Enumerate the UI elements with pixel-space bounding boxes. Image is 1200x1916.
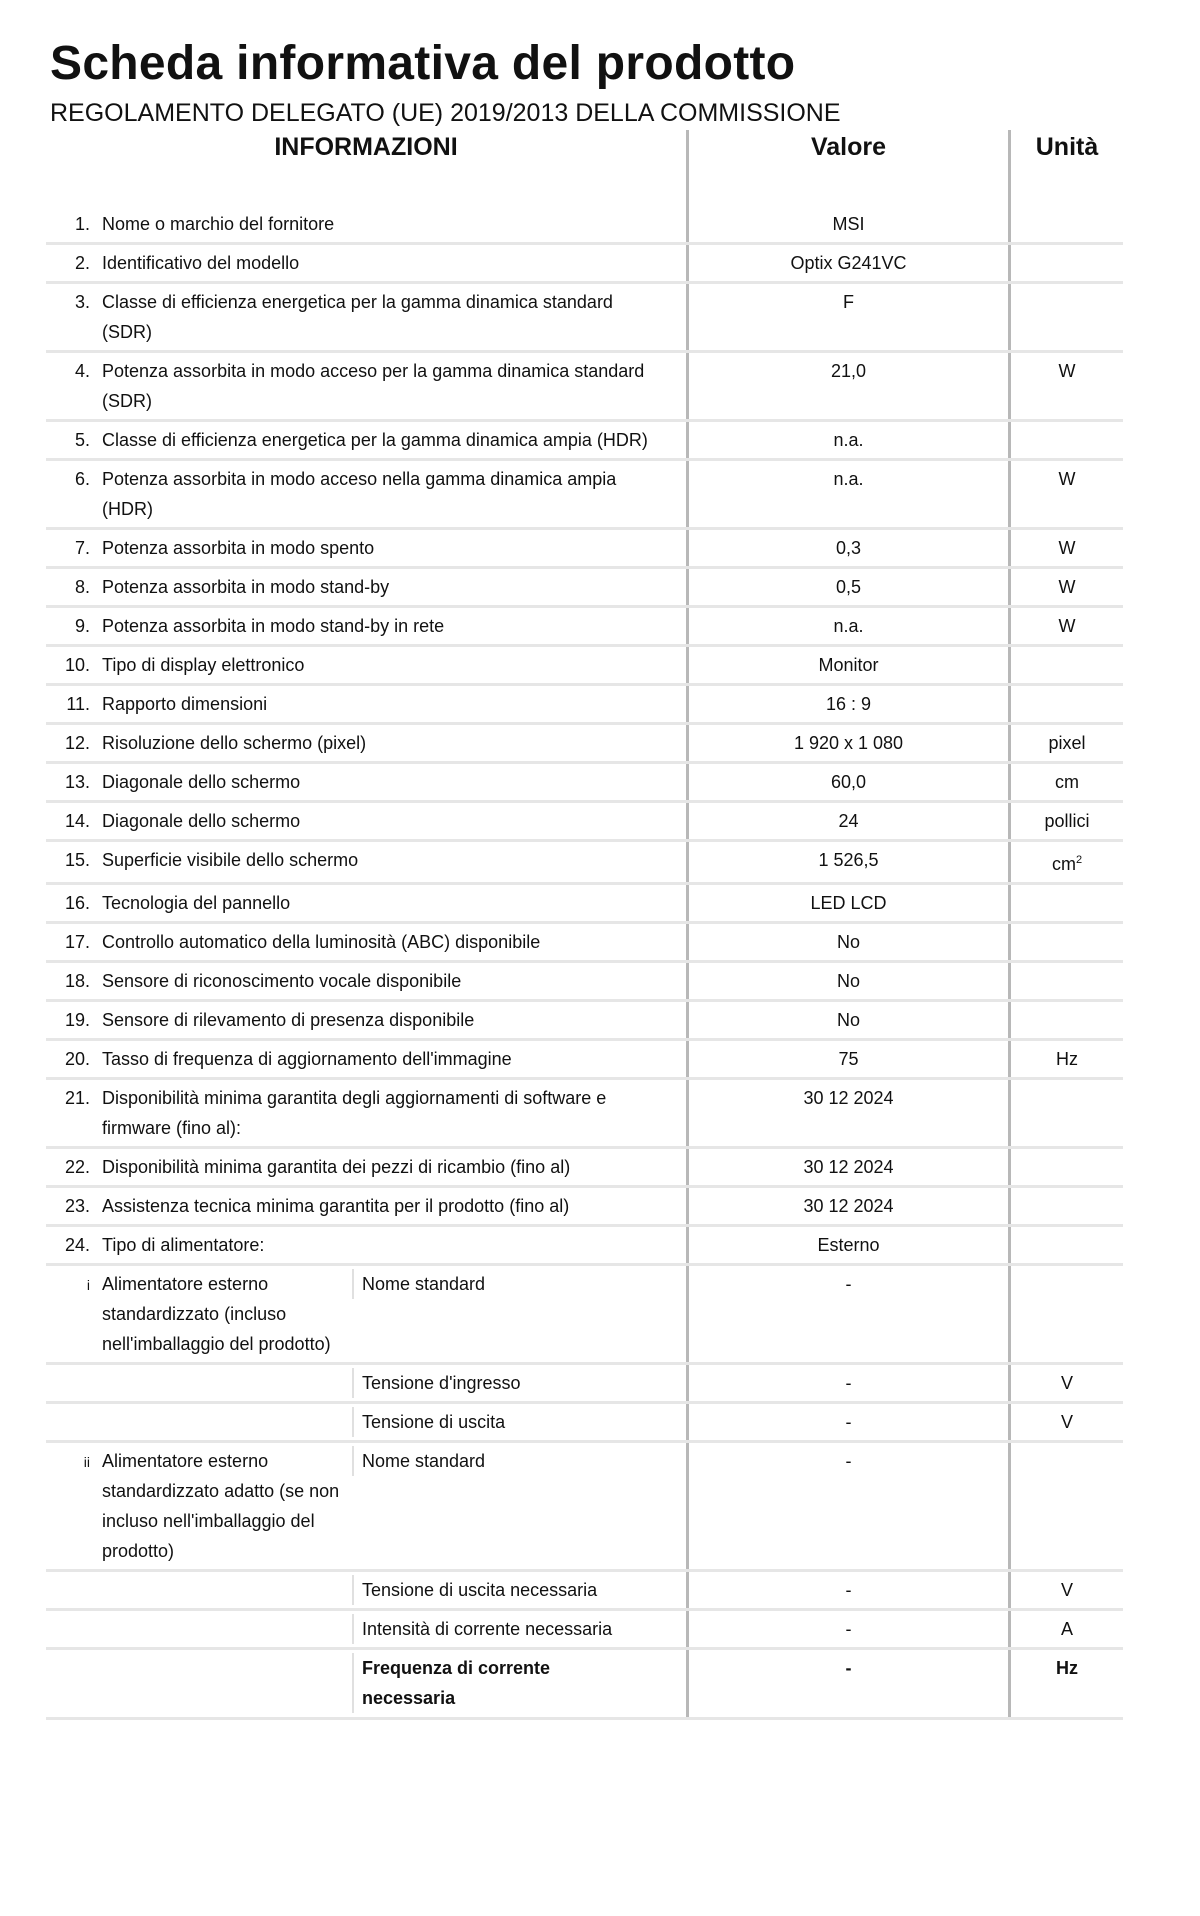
header-info: INFORMAZIONI bbox=[274, 133, 458, 161]
row-value: 16 : 9 bbox=[688, 685, 1010, 724]
row-number: 19. bbox=[64, 1010, 90, 1030]
table-row bbox=[46, 962, 1123, 1001]
row-value: 1 920 x 1 080 bbox=[688, 724, 1010, 763]
row-number: 7. bbox=[74, 538, 90, 558]
row-unit bbox=[1010, 1079, 1124, 1148]
row-label: Classe di efficienza energetica per la gamma dinamica standard (SDR) bbox=[102, 292, 613, 342]
row-number: 4. bbox=[74, 361, 90, 381]
row-label: Rapporto dimensioni bbox=[102, 694, 268, 714]
row-label: Diagonale dello schermo bbox=[102, 811, 301, 831]
row-info-cell bbox=[46, 1001, 688, 1040]
psu-info-cell bbox=[46, 1265, 688, 1364]
row-unit bbox=[1010, 685, 1124, 724]
row-unit-sup: 2 bbox=[1075, 854, 1083, 866]
row-info-cell bbox=[46, 283, 688, 352]
row-unit: W bbox=[1010, 568, 1124, 607]
row-number: 10. bbox=[64, 655, 90, 675]
product-info-table bbox=[46, 130, 1123, 1720]
row-info-cell bbox=[46, 1040, 688, 1079]
row-info-cell bbox=[46, 724, 688, 763]
row-number: 12. bbox=[64, 733, 90, 753]
table-row bbox=[46, 283, 1123, 352]
row-unit: W bbox=[1010, 352, 1124, 421]
row-unit: cm bbox=[1010, 763, 1124, 802]
psu-item-unit: V bbox=[1010, 1571, 1124, 1610]
row-value: 21,0 bbox=[688, 352, 1010, 421]
row-number: 8. bbox=[74, 577, 90, 597]
row-info-cell bbox=[46, 763, 688, 802]
table-row bbox=[46, 1226, 1123, 1265]
row-number: 5. bbox=[74, 430, 90, 450]
row-label: Potenza assorbita in modo stand-by bbox=[102, 577, 390, 597]
psu-item-name: Nome standard bbox=[352, 1269, 632, 1299]
row-number: 13. bbox=[64, 772, 90, 792]
row-number: 24. bbox=[64, 1235, 90, 1255]
table-row bbox=[46, 460, 1123, 529]
row-label: Tasso di frequenza di aggiornamento dell'immagine bbox=[102, 1049, 512, 1069]
psu-item-name: Frequenza di corrente necessaria bbox=[352, 1653, 632, 1713]
psu-item-value: - bbox=[688, 1364, 1010, 1403]
product-info-sheet bbox=[46, 36, 1099, 1720]
row-value: Optix G241VC bbox=[688, 244, 1010, 283]
table-row bbox=[46, 763, 1123, 802]
table-row bbox=[46, 1187, 1123, 1226]
row-info-cell bbox=[46, 529, 688, 568]
row-label: Tipo di alimentatore: bbox=[102, 1235, 265, 1255]
psu-item-name: Tensione di uscita bbox=[352, 1407, 632, 1437]
psu-info-cell bbox=[46, 1649, 688, 1719]
table-row bbox=[46, 529, 1123, 568]
row-label: Disponibilità minima garantita degli aggiornamenti di software e firmware (fino al): bbox=[102, 1088, 607, 1138]
row-label: Controllo automatico della luminosità (ABC) disponibile bbox=[102, 932, 541, 952]
psu-info-cell bbox=[46, 1610, 688, 1649]
table-row bbox=[46, 568, 1123, 607]
row-number: 15. bbox=[64, 850, 90, 870]
header-value: Valore bbox=[688, 130, 1010, 166]
row-label: Diagonale dello schermo bbox=[102, 772, 301, 792]
row-info-cell bbox=[46, 962, 688, 1001]
table-row bbox=[46, 1265, 1123, 1364]
table-row bbox=[46, 1001, 1123, 1040]
page-title: Scheda informativa del prodotto bbox=[50, 37, 796, 90]
psu-item-value: - bbox=[688, 1610, 1010, 1649]
row-label: Tecnologia del pannello bbox=[102, 893, 291, 913]
row-number: 2. bbox=[74, 253, 90, 273]
table-row bbox=[46, 841, 1123, 884]
table-row bbox=[46, 1571, 1123, 1610]
table-row bbox=[46, 607, 1123, 646]
table-row bbox=[46, 724, 1123, 763]
table-row bbox=[46, 352, 1123, 421]
row-number: 6. bbox=[74, 469, 90, 489]
table-row bbox=[46, 646, 1123, 685]
psu-item-value: - bbox=[688, 1649, 1010, 1719]
row-value: MSI bbox=[688, 206, 1010, 244]
row-value: No bbox=[688, 962, 1010, 1001]
row-number: 20. bbox=[64, 1049, 90, 1069]
row-number: 17. bbox=[64, 932, 90, 952]
row-info-cell bbox=[46, 841, 688, 884]
psu-item-value: - bbox=[688, 1571, 1010, 1610]
row-number: 21. bbox=[64, 1088, 90, 1108]
row-info-cell bbox=[46, 206, 688, 244]
psu-marker: i bbox=[86, 1277, 90, 1293]
row-value: LED LCD bbox=[688, 884, 1010, 923]
table-row bbox=[46, 1610, 1123, 1649]
row-label: Assistenza tecnica minima garantita per il prodotto (fino al) bbox=[102, 1196, 570, 1216]
row-unit bbox=[1010, 244, 1124, 283]
table-row bbox=[46, 244, 1123, 283]
row-info-cell bbox=[46, 460, 688, 529]
psu-item-name: Intensità di corrente necessaria bbox=[352, 1614, 632, 1644]
row-info-cell bbox=[46, 1187, 688, 1226]
row-label: Sensore di riconoscimento vocale disponibile bbox=[102, 971, 462, 991]
row-info-cell bbox=[46, 646, 688, 685]
row-label: Disponibilità minima garantita dei pezzi di ricambio (fino al) bbox=[102, 1157, 571, 1177]
row-info-cell bbox=[46, 1148, 688, 1187]
psu-item-value: - bbox=[688, 1403, 1010, 1442]
row-unit bbox=[1010, 1148, 1124, 1187]
psu-item-name: Nome standard bbox=[352, 1446, 632, 1476]
row-unit bbox=[1010, 1001, 1124, 1040]
row-unit: W bbox=[1010, 460, 1124, 529]
row-label: Potenza assorbita in modo acceso per la gamma dinamica standard (SDR) bbox=[102, 361, 645, 411]
psu-item-unit: Hz bbox=[1010, 1649, 1124, 1719]
table-row bbox=[46, 884, 1123, 923]
row-info-cell bbox=[46, 923, 688, 962]
row-number: 11. bbox=[66, 694, 90, 714]
row-number: 1. bbox=[74, 214, 90, 234]
row-info-cell bbox=[46, 352, 688, 421]
row-label: Potenza assorbita in modo acceso nella gamma dinamica ampia (HDR) bbox=[102, 469, 617, 519]
table-row bbox=[46, 421, 1123, 460]
psu-info-cell bbox=[46, 1364, 688, 1403]
row-info-cell bbox=[46, 1226, 688, 1265]
row-info-cell bbox=[46, 802, 688, 841]
row-info-cell bbox=[46, 685, 688, 724]
psu-item-unit bbox=[1010, 1442, 1124, 1571]
row-unit: W bbox=[1010, 607, 1124, 646]
row-unit bbox=[1010, 962, 1124, 1001]
row-info-cell bbox=[46, 1079, 688, 1148]
row-unit bbox=[1010, 923, 1124, 962]
header-unit: Unità bbox=[1010, 130, 1124, 166]
row-label: Classe di efficienza energetica per la gamma dinamica ampia (HDR) bbox=[102, 430, 648, 450]
row-label: Sensore di rilevamento di presenza disponibile bbox=[102, 1010, 475, 1030]
row-value: 30 12 2024 bbox=[688, 1187, 1010, 1226]
row-number: 16. bbox=[64, 893, 90, 913]
row-info-cell bbox=[46, 421, 688, 460]
row-value: Monitor bbox=[688, 646, 1010, 685]
table-row bbox=[46, 1079, 1123, 1148]
row-unit bbox=[1010, 884, 1124, 923]
psu-info-cell bbox=[46, 1571, 688, 1610]
row-label: Superficie visibile dello schermo bbox=[102, 850, 359, 870]
row-info-cell bbox=[46, 568, 688, 607]
psu-item-name: Tensione di uscita necessaria bbox=[352, 1575, 632, 1605]
psu-left bbox=[52, 1269, 352, 1359]
row-value: F bbox=[688, 283, 1010, 352]
row-unit: pixel bbox=[1010, 724, 1124, 763]
psu-marker: ii bbox=[83, 1454, 90, 1470]
table-header-row bbox=[46, 130, 1123, 166]
row-value: 24 bbox=[688, 802, 1010, 841]
row-number: 9. bbox=[74, 616, 90, 636]
table-row bbox=[46, 923, 1123, 962]
row-value: No bbox=[688, 923, 1010, 962]
table-row bbox=[46, 1148, 1123, 1187]
row-value: No bbox=[688, 1001, 1010, 1040]
row-unit: W bbox=[1010, 529, 1124, 568]
row-label: Potenza assorbita in modo spento bbox=[102, 538, 375, 558]
row-info-cell bbox=[46, 607, 688, 646]
table-row bbox=[46, 1403, 1123, 1442]
psu-label: Alimentatore esterno standardizzato adatto (se non incluso nell'imballaggio del prodotto) bbox=[102, 1451, 340, 1561]
row-unit bbox=[1010, 646, 1124, 685]
row-unit bbox=[1010, 206, 1124, 244]
table-row bbox=[46, 802, 1123, 841]
row-label: Identificativo del modello bbox=[102, 253, 300, 273]
row-unit bbox=[1010, 421, 1124, 460]
row-info-cell bbox=[46, 884, 688, 923]
row-unit: $cm^2$ bbox=[1010, 841, 1124, 884]
psu-item-value: - bbox=[688, 1442, 1010, 1571]
row-number: 23. bbox=[64, 1196, 90, 1216]
table-row bbox=[46, 1040, 1123, 1079]
row-value: 0,3 bbox=[688, 529, 1010, 568]
row-unit bbox=[1010, 1226, 1124, 1265]
row-value: Esterno bbox=[688, 1226, 1010, 1265]
row-label: Tipo di display elettronico bbox=[102, 655, 305, 675]
psu-item-unit: V bbox=[1010, 1403, 1124, 1442]
row-value: 1 526,5 bbox=[688, 841, 1010, 884]
psu-info-cell bbox=[46, 1403, 688, 1442]
regulation-subtitle: REGOLAMENTO DELEGATO (UE) 2019/2013 DELLA COMMISSIONE bbox=[50, 99, 841, 127]
row-number: 3. bbox=[74, 292, 90, 312]
row-label: Potenza assorbita in modo stand-by in rete bbox=[102, 616, 445, 636]
psu-item-unit: A bbox=[1010, 1610, 1124, 1649]
row-value: 60,0 bbox=[688, 763, 1010, 802]
row-info-cell bbox=[46, 244, 688, 283]
psu-item-unit: V bbox=[1010, 1364, 1124, 1403]
table-row bbox=[46, 1649, 1123, 1719]
row-value: 75 bbox=[688, 1040, 1010, 1079]
row-number: 18. bbox=[64, 971, 90, 991]
row-value: 30 12 2024 bbox=[688, 1079, 1010, 1148]
table-row bbox=[46, 1364, 1123, 1403]
psu-info-cell bbox=[46, 1442, 688, 1571]
psu-item-name: Tensione d'ingresso bbox=[352, 1368, 632, 1398]
table-row bbox=[46, 206, 1123, 244]
table-row bbox=[46, 685, 1123, 724]
row-value: 0,5 bbox=[688, 568, 1010, 607]
table-row bbox=[46, 1442, 1123, 1571]
row-value: n.a. bbox=[688, 607, 1010, 646]
row-label: Risoluzione dello schermo (pixel) bbox=[102, 733, 367, 753]
psu-label: Alimentatore esterno standardizzato (incluso nell'imballaggio del prodotto) bbox=[102, 1274, 331, 1354]
row-value: n.a. bbox=[688, 421, 1010, 460]
spacer-row bbox=[46, 166, 1123, 206]
row-value: 30 12 2024 bbox=[688, 1148, 1010, 1187]
row-unit bbox=[1010, 283, 1124, 352]
psu-item-value: - bbox=[688, 1265, 1010, 1364]
row-unit bbox=[1010, 1187, 1124, 1226]
row-unit: Hz bbox=[1010, 1040, 1124, 1079]
psu-left bbox=[52, 1446, 352, 1566]
row-unit: pollici bbox=[1010, 802, 1124, 841]
row-number: 22. bbox=[64, 1157, 90, 1177]
psu-item-unit bbox=[1010, 1265, 1124, 1364]
table-body bbox=[46, 206, 1123, 1719]
row-number: 14. bbox=[64, 811, 90, 831]
row-label: Nome o marchio del fornitore bbox=[102, 214, 335, 234]
row-value: n.a. bbox=[688, 460, 1010, 529]
